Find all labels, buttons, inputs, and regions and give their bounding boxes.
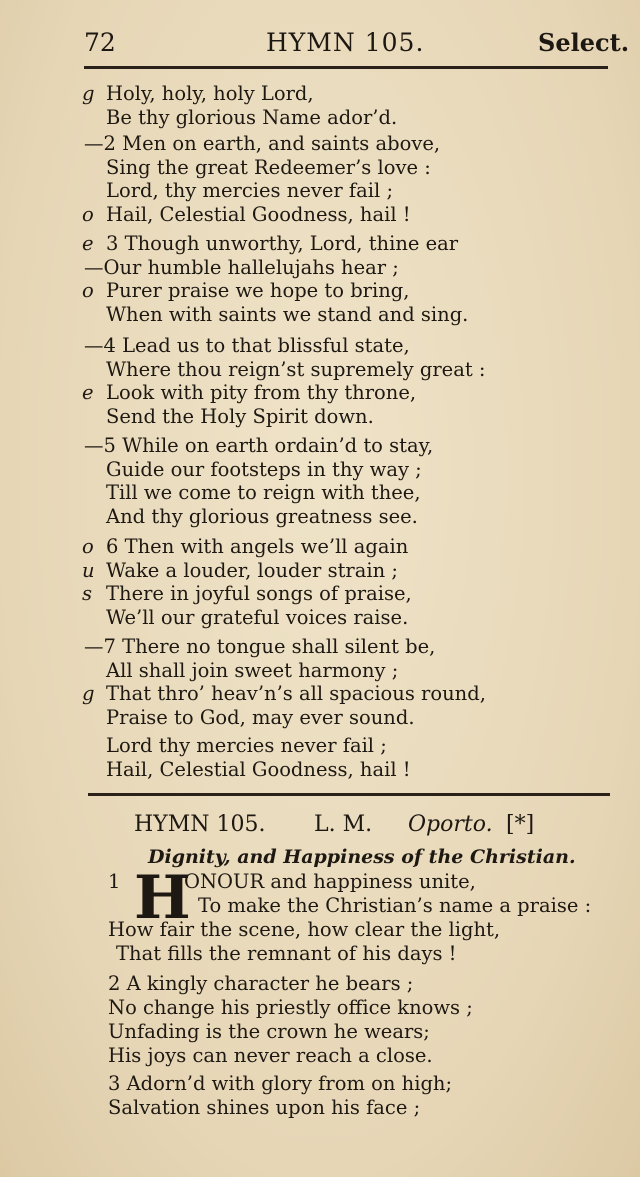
stanza-5 bbox=[0, 434, 640, 528]
verse-line bbox=[0, 870, 640, 894]
hymn105-stanza-3 bbox=[0, 1072, 640, 1120]
line-text: Salvation shines upon his face ; bbox=[108, 1096, 421, 1119]
verse-line bbox=[0, 972, 640, 996]
verse-line bbox=[0, 358, 640, 382]
dynamic-mark: e bbox=[82, 381, 94, 404]
refrain bbox=[0, 734, 640, 781]
verse-line bbox=[0, 942, 640, 966]
dynamic-mark: o bbox=[82, 535, 94, 558]
verse-line bbox=[0, 1072, 640, 1096]
verse-line bbox=[0, 334, 640, 358]
line-text: —7 There no tongue shall silent be, bbox=[84, 635, 436, 658]
verse-line bbox=[0, 279, 640, 303]
line-text: —Our humble hallelujahs hear ; bbox=[84, 255, 399, 279]
line-text: Unfading is the crown he wears; bbox=[108, 1020, 430, 1043]
page-header bbox=[0, 28, 640, 64]
line-text: Send the Holy Spirit down. bbox=[106, 404, 374, 428]
verse-line bbox=[0, 606, 640, 630]
verse-line bbox=[0, 758, 640, 782]
page-number: 72 bbox=[84, 28, 116, 57]
verse-line bbox=[0, 706, 640, 730]
stanza-3 bbox=[0, 232, 640, 326]
verse-line bbox=[0, 232, 640, 256]
verse-line bbox=[0, 734, 640, 758]
verse-line bbox=[0, 434, 640, 458]
hymn-meter: L. M. bbox=[314, 812, 373, 837]
verse-line bbox=[0, 582, 640, 606]
line-text: All shall join sweet harmony ; bbox=[106, 658, 399, 682]
line-text: Holy, holy, holy Lord, bbox=[106, 82, 314, 105]
verse-line bbox=[0, 303, 640, 327]
line-text: To make the Christian’s name a praise : bbox=[198, 894, 592, 917]
verse-line bbox=[0, 659, 640, 683]
hymn-number: HYMN 105. bbox=[134, 812, 266, 837]
running-title: HYMN 105. bbox=[266, 28, 425, 57]
line-text: That fills the remnant of his days ! bbox=[116, 942, 457, 965]
line-text: How fair the scene, how clear the light, bbox=[108, 918, 501, 941]
dynamic-mark: o bbox=[82, 279, 94, 302]
dynamic-mark: e bbox=[82, 232, 94, 255]
line-text: Hail, Celestial Goodness, hail ! bbox=[106, 202, 411, 226]
line-text: Hail, Celestial Goodness, hail ! bbox=[106, 757, 411, 781]
line-text: Till we come to reign with thee, bbox=[106, 481, 421, 504]
line-text: Lord thy mercies never fail ; bbox=[106, 734, 387, 757]
hymn105-stanza-1 bbox=[0, 863, 640, 966]
verse-line bbox=[0, 996, 640, 1020]
stanza-4 bbox=[0, 334, 640, 428]
verse-line bbox=[0, 106, 640, 130]
header-rule bbox=[84, 66, 608, 69]
line-text: Purer praise we hope to bring, bbox=[106, 279, 410, 302]
line-text: We’ll our grateful voices raise. bbox=[106, 605, 409, 629]
line-text: Look with pity from thy throne, bbox=[106, 381, 417, 404]
stanza-opening bbox=[0, 82, 640, 129]
verse-line bbox=[0, 505, 640, 529]
line-text: 6 Then with angels we’ll again bbox=[106, 535, 409, 558]
line-text: —5 While on earth ordain’d to stay, bbox=[84, 434, 434, 457]
verse-line bbox=[0, 635, 640, 659]
hymn-heading bbox=[0, 812, 640, 842]
drop-cap: H bbox=[134, 863, 191, 933]
line-text: His joys can never reach a close. bbox=[108, 1044, 433, 1067]
dynamic-mark: g bbox=[82, 82, 95, 105]
line-text: Where thou reign’st supremely great : bbox=[106, 357, 486, 381]
dynamic-mark: s bbox=[82, 582, 93, 605]
line-text: Sing the great Redeemer’s love : bbox=[106, 155, 431, 179]
verse-line bbox=[0, 381, 640, 405]
line-text: There in joyful songs of praise, bbox=[106, 582, 412, 605]
verse-line bbox=[0, 256, 640, 280]
stanza-6 bbox=[0, 535, 640, 629]
verse-line bbox=[0, 458, 640, 482]
line-text: ONOUR and happiness unite, bbox=[184, 870, 476, 893]
tune-name: Oporto. bbox=[408, 812, 493, 837]
section-label: Select. bbox=[538, 28, 630, 57]
line-text: Wake a louder, louder strain ; bbox=[106, 558, 398, 582]
verse-line bbox=[0, 405, 640, 429]
line-text: Guide our footsteps in thy way ; bbox=[106, 457, 422, 481]
hymn105-stanza-2 bbox=[0, 972, 640, 1068]
verse-line bbox=[0, 918, 640, 942]
verse-line bbox=[0, 894, 640, 918]
line-text: 2 A kingly character he bears ; bbox=[108, 972, 414, 995]
line-text: —2 Men on earth, and saints above, bbox=[84, 132, 441, 155]
verse-line bbox=[0, 682, 640, 706]
verse-line bbox=[0, 1020, 640, 1044]
verse-line bbox=[0, 82, 640, 106]
dynamic-mark: o bbox=[82, 202, 94, 226]
line-text: Be thy glorious Name ador’d. bbox=[106, 105, 398, 129]
hymn-note: [*] bbox=[506, 812, 535, 837]
verse-line bbox=[0, 481, 640, 505]
verse-line bbox=[0, 203, 640, 227]
dynamic-mark: g bbox=[82, 682, 95, 705]
line-text: 3 Though unworthy, Lord, thine ear bbox=[106, 232, 459, 255]
line-text: Lord, thy mercies never fail ; bbox=[106, 179, 394, 202]
line-text: That thro’ heav’n’s all spacious round, bbox=[106, 682, 486, 705]
verse-line bbox=[0, 132, 640, 156]
section-rule bbox=[88, 793, 610, 796]
line-text: —4 Lead us to that blissful state, bbox=[84, 334, 410, 357]
verse-line bbox=[0, 156, 640, 180]
stanza-7 bbox=[0, 635, 640, 729]
line-text: When with saints we stand and sing. bbox=[106, 302, 469, 326]
verse-line bbox=[0, 559, 640, 583]
hymn-subtitle: Dignity, and Happiness of the Christian. bbox=[148, 846, 576, 868]
line-text: 3 Adorn’d with glory from on high; bbox=[108, 1072, 453, 1095]
stanza-number: 1 bbox=[108, 870, 121, 893]
line-text: Praise to God, may ever sound. bbox=[106, 705, 415, 729]
stanza-2 bbox=[0, 132, 640, 226]
verse-line bbox=[0, 179, 640, 203]
line-text: No change his priestly office knows ; bbox=[108, 996, 473, 1019]
dynamic-mark: u bbox=[82, 558, 95, 582]
verse-line bbox=[0, 1096, 640, 1120]
verse-line bbox=[0, 535, 640, 559]
verse-line bbox=[0, 1044, 640, 1068]
line-text: And thy glorious greatness see. bbox=[106, 504, 418, 528]
